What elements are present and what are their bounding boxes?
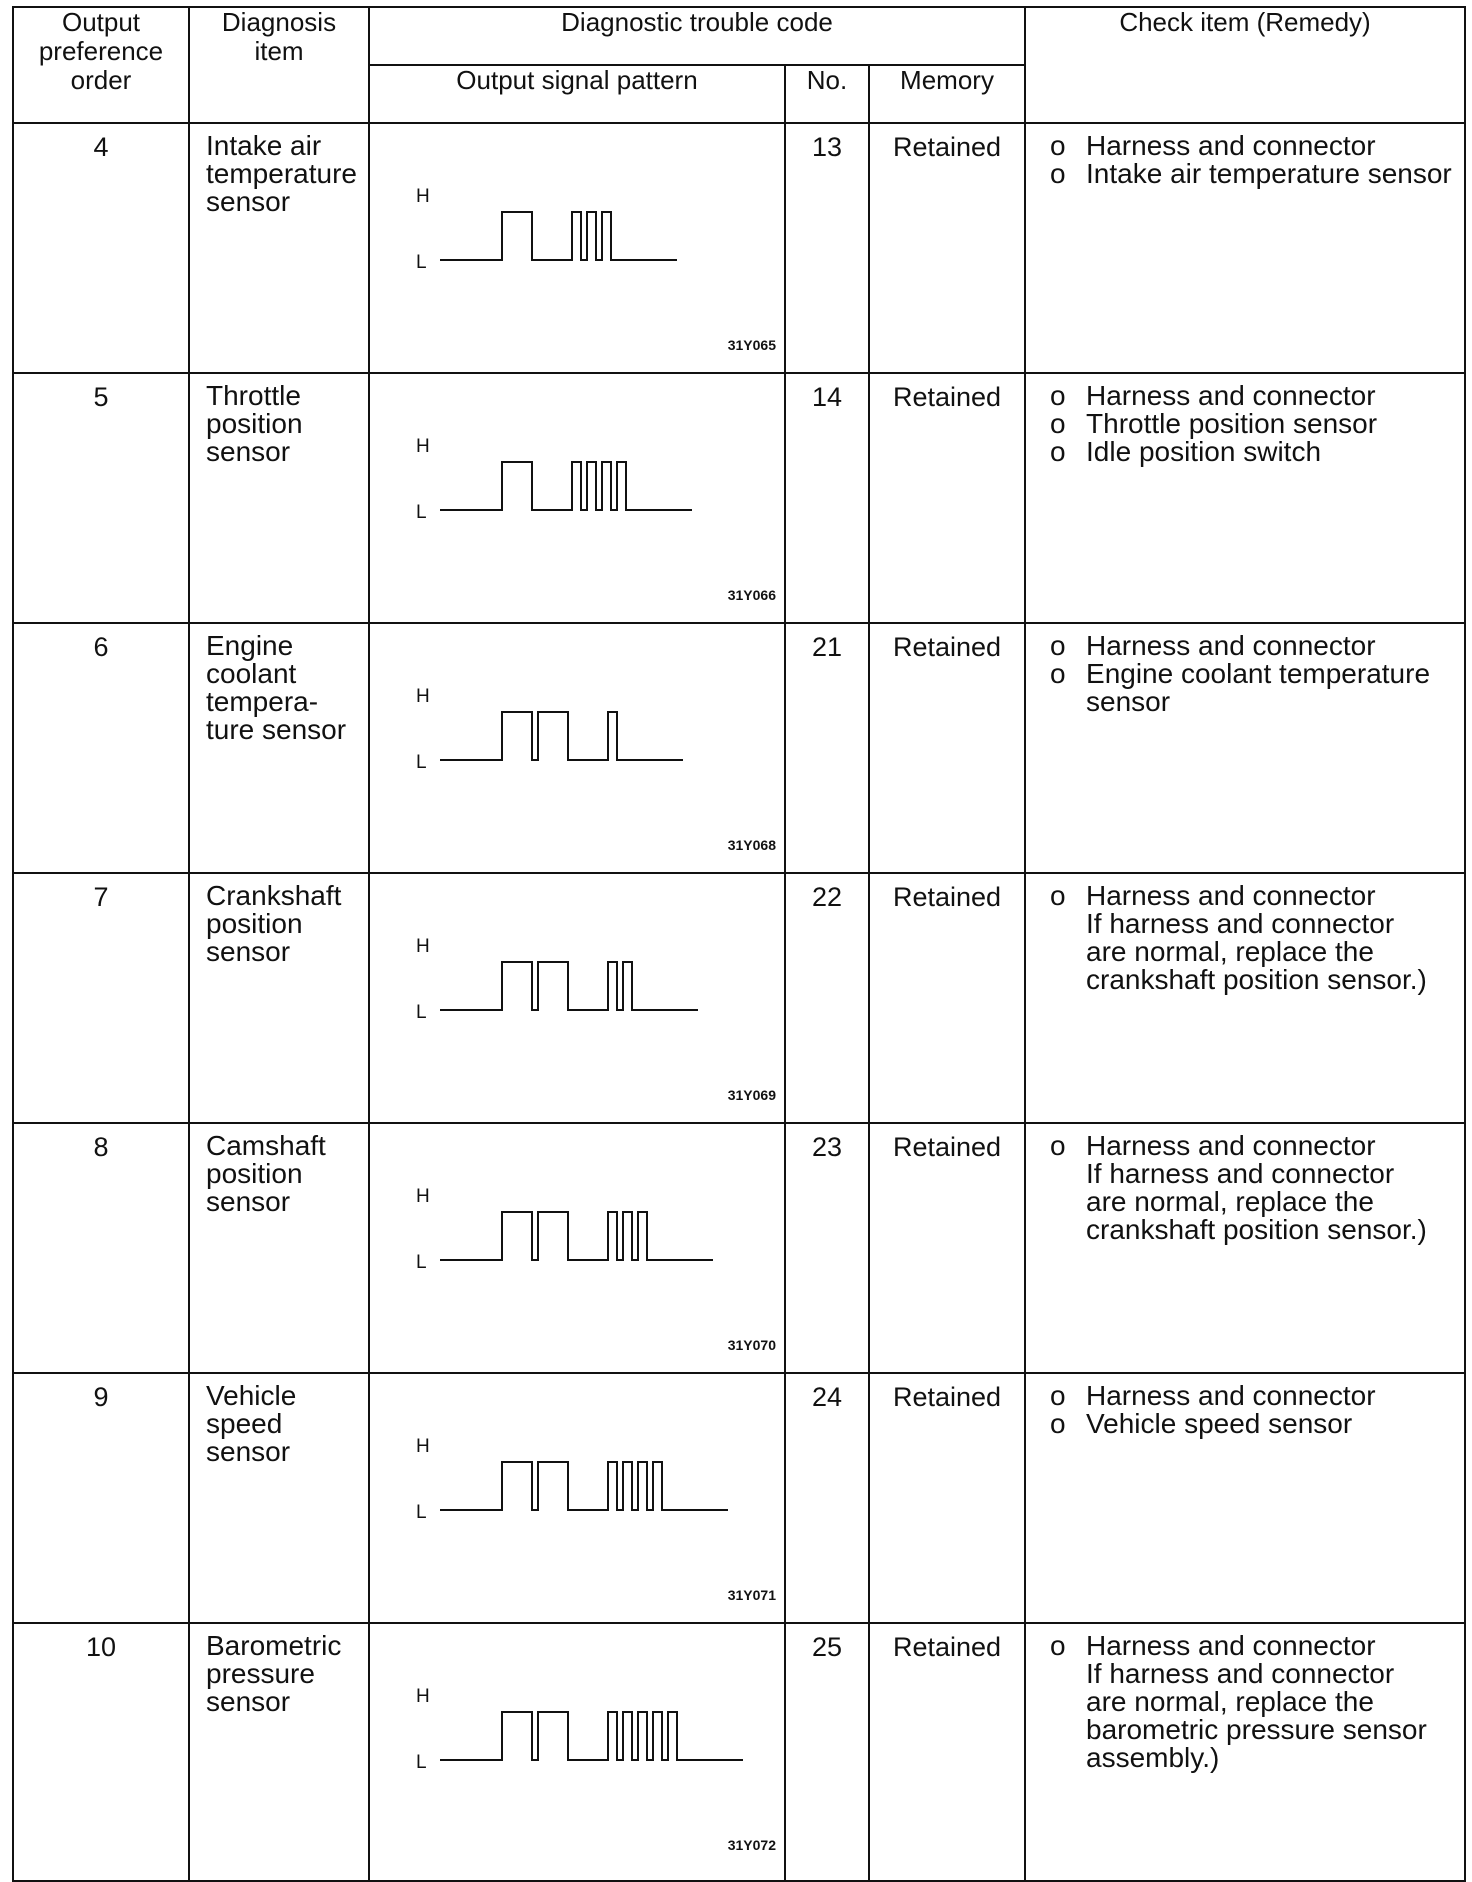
- signal-low-label: L: [416, 1752, 427, 1773]
- signal-low-label: L: [416, 1502, 427, 1523]
- dtc-number-cell: 13: [785, 123, 869, 373]
- check-item-line: [1050, 632, 1460, 660]
- check-item-text: are normal, replace the: [1086, 1686, 1374, 1717]
- table-row: [13, 623, 1465, 873]
- check-item-line: [1050, 1382, 1460, 1410]
- diagnosis-item-line: Vehicle: [206, 1380, 297, 1411]
- signal-pattern-cell: [369, 623, 785, 873]
- header-output-order-line: order: [70, 65, 132, 96]
- check-item-text: If harness and connector: [1086, 1158, 1395, 1189]
- check-item-cell: [1025, 1623, 1465, 1881]
- dtc-number-cell: 25: [785, 1623, 869, 1881]
- memory-cell: Retained: [869, 1373, 1025, 1623]
- signal-high-label: H: [416, 1436, 430, 1457]
- figure-code: 31Y071: [727, 1587, 776, 1603]
- check-item-line: [1050, 882, 1460, 910]
- table-row: [13, 123, 1465, 373]
- signal-line: [440, 1212, 713, 1260]
- signal-waveform: [370, 374, 784, 620]
- check-item-line: [1050, 1160, 1460, 1188]
- header-check-item: Check item (Remedy): [1025, 7, 1465, 123]
- table-row: [13, 1373, 1465, 1623]
- table-row: [13, 373, 1465, 623]
- check-item-text: Harness and connector: [1086, 380, 1376, 411]
- signal-pattern-cell: [369, 1623, 785, 1881]
- diagnosis-item-cell: [189, 873, 369, 1123]
- check-item-text: If harness and connector: [1086, 908, 1395, 939]
- signal-waveform: [370, 124, 784, 370]
- bullet-marker: o: [1050, 130, 1066, 161]
- header-signal-pattern: Output signal pattern: [369, 65, 785, 123]
- signal-pattern-cell: [369, 123, 785, 373]
- check-item-line: [1050, 1688, 1460, 1716]
- diagnosis-item-line: tempera-: [206, 686, 319, 717]
- diagnosis-item-cell: [189, 1373, 369, 1623]
- memory-cell: Retained: [869, 1623, 1025, 1881]
- signal-high-label: H: [416, 186, 430, 207]
- diagnosis-item-cell: [189, 1123, 369, 1373]
- diagnosis-item-line: position: [206, 408, 303, 439]
- header-diagnosis-item: [189, 7, 369, 123]
- check-item-text: sensor: [1086, 686, 1171, 717]
- signal-waveform: [370, 874, 784, 1120]
- header-diagnosis-item-line: Diagnosis: [221, 7, 337, 37]
- check-item-text: Vehicle speed sensor: [1086, 1408, 1353, 1439]
- signal-pattern-cell: [369, 1123, 785, 1373]
- memory-cell: Retained: [869, 123, 1025, 373]
- diagnosis-item-line: sensor: [206, 1436, 291, 1467]
- bullet-marker: o: [1050, 658, 1066, 689]
- diagnosis-item-line: sensor: [206, 436, 291, 467]
- header-diagnosis-item-line: item: [254, 36, 304, 67]
- memory-cell: Retained: [869, 1123, 1025, 1373]
- signal-low-label: L: [416, 502, 427, 523]
- diagnosis-item-line: Intake air: [206, 130, 322, 161]
- check-item-text: Throttle position sensor: [1086, 408, 1378, 439]
- figure-code: 31Y069: [727, 1087, 776, 1103]
- check-item-cell: [1025, 1373, 1465, 1623]
- check-item-line: [1050, 160, 1460, 188]
- bullet-marker: o: [1050, 1380, 1066, 1411]
- check-item-line: [1050, 410, 1460, 438]
- check-item-text: Harness and connector: [1086, 1630, 1376, 1661]
- check-item-text: Harness and connector: [1086, 630, 1376, 661]
- memory-cell: Retained: [869, 873, 1025, 1123]
- output-order-cell: 8: [13, 1123, 189, 1373]
- check-item-line: [1050, 688, 1460, 716]
- check-item-text: Engine coolant temperature: [1086, 658, 1431, 689]
- check-item-line: [1050, 1216, 1460, 1244]
- diagnosis-item-cell: [189, 373, 369, 623]
- output-order-cell: 9: [13, 1373, 189, 1623]
- figure-code: 31Y068: [727, 837, 776, 853]
- figure-code: 31Y072: [727, 1837, 776, 1853]
- check-item-cell: [1025, 1123, 1465, 1373]
- bullet-marker: o: [1050, 158, 1066, 189]
- signal-line: [440, 962, 698, 1010]
- check-item-line: [1050, 132, 1460, 160]
- memory-cell: Retained: [869, 623, 1025, 873]
- check-item-line: [1050, 1716, 1460, 1744]
- signal-waveform: [370, 624, 784, 870]
- check-item-text: are normal, replace the: [1086, 936, 1374, 967]
- signal-line: [440, 712, 683, 760]
- diagnosis-item-cell: [189, 123, 369, 373]
- check-item-line: [1050, 938, 1460, 966]
- check-item-text: assembly.): [1086, 1742, 1220, 1773]
- diagnosis-item-line: temperature: [206, 158, 357, 189]
- header-output-order-line: preference: [38, 36, 164, 67]
- diagnosis-item-line: position: [206, 1158, 303, 1189]
- header-no: No.: [785, 65, 869, 123]
- diagnosis-item-line: Barometric: [206, 1630, 342, 1661]
- header-memory: Memory: [869, 65, 1025, 123]
- signal-high-label: H: [416, 936, 430, 957]
- diagnosis-item-cell: [189, 1623, 369, 1881]
- diagnosis-item-line: coolant: [206, 658, 297, 689]
- signal-waveform: [370, 1374, 784, 1620]
- signal-low-label: L: [416, 752, 427, 773]
- signal-pattern-cell: [369, 873, 785, 1123]
- diagnosis-item-line: sensor: [206, 1186, 291, 1217]
- signal-pattern-cell: [369, 1373, 785, 1623]
- signal-high-label: H: [416, 1686, 430, 1707]
- table-row: [13, 873, 1465, 1123]
- signal-high-label: H: [416, 1186, 430, 1207]
- output-order-cell: 5: [13, 373, 189, 623]
- dtc-number-cell: 21: [785, 623, 869, 873]
- output-order-cell: 4: [13, 123, 189, 373]
- diagnosis-item-line: ture sensor: [206, 714, 347, 745]
- signal-high-label: H: [416, 686, 430, 707]
- check-item-line: [1050, 1410, 1460, 1438]
- figure-code: 31Y066: [727, 587, 776, 603]
- check-item-line: [1050, 1660, 1460, 1688]
- header-output-order-line: Output: [61, 7, 141, 37]
- check-item-line: [1050, 1632, 1460, 1660]
- check-item-text: crankshaft position sensor.): [1086, 964, 1427, 995]
- signal-line: [440, 462, 692, 510]
- diagnosis-item-line: Engine: [206, 630, 294, 661]
- bullet-marker: o: [1050, 1130, 1066, 1161]
- diagnostic-trouble-code-table: [12, 6, 1466, 1882]
- check-item-cell: [1025, 873, 1465, 1123]
- check-item-text: Harness and connector: [1086, 880, 1376, 911]
- check-item-line: [1050, 1188, 1460, 1216]
- check-item-cell: [1025, 373, 1465, 623]
- bullet-marker: o: [1050, 380, 1066, 411]
- check-item-cell: [1025, 623, 1465, 873]
- diagnosis-item-line: Throttle: [206, 380, 301, 411]
- bullet-marker: o: [1050, 436, 1066, 467]
- dtc-number-cell: 24: [785, 1373, 869, 1623]
- table-row: [13, 1123, 1465, 1373]
- check-item-line: [1050, 382, 1460, 410]
- output-order-cell: 10: [13, 1623, 189, 1881]
- signal-low-label: L: [416, 1002, 427, 1023]
- header-dtc: Diagnostic trouble code: [369, 7, 1025, 65]
- check-item-text: barometric pressure sensor: [1086, 1714, 1427, 1745]
- signal-waveform: [370, 1624, 784, 1870]
- bullet-marker: o: [1050, 630, 1066, 661]
- check-item-cell: [1025, 123, 1465, 373]
- check-item-text: Harness and connector: [1086, 1380, 1376, 1411]
- check-item-text: Idle position switch: [1086, 436, 1322, 467]
- check-item-line: [1050, 1132, 1460, 1160]
- diagnosis-item-cell: [189, 623, 369, 873]
- diagnosis-item-line: pressure: [206, 1658, 315, 1689]
- output-order-cell: 7: [13, 873, 189, 1123]
- signal-low-label: L: [416, 252, 427, 273]
- bullet-marker: o: [1050, 1630, 1066, 1661]
- signal-pattern-cell: [369, 373, 785, 623]
- check-item-text: Intake air temperature sensor: [1086, 158, 1452, 189]
- diagnosis-item-line: sensor: [206, 936, 291, 967]
- signal-high-label: H: [416, 436, 430, 457]
- dtc-number-cell: 14: [785, 373, 869, 623]
- check-item-line: [1050, 1744, 1460, 1772]
- bullet-marker: o: [1050, 1408, 1066, 1439]
- check-item-line: [1050, 438, 1460, 466]
- signal-line: [440, 1712, 743, 1760]
- diagnosis-item-line: speed: [206, 1408, 283, 1439]
- diagnosis-item-line: position: [206, 908, 303, 939]
- diagnosis-item-line: sensor: [206, 1686, 291, 1717]
- diagnosis-item-line: Camshaft: [206, 1130, 326, 1161]
- check-item-text: Harness and connector: [1086, 1130, 1376, 1161]
- bullet-marker: o: [1050, 880, 1066, 911]
- check-item-text: If harness and connector: [1086, 1658, 1395, 1689]
- check-item-text: crankshaft position sensor.): [1086, 1214, 1427, 1245]
- signal-line: [440, 1462, 728, 1510]
- bullet-marker: o: [1050, 408, 1066, 439]
- check-item-text: are normal, replace the: [1086, 1186, 1374, 1217]
- memory-cell: Retained: [869, 373, 1025, 623]
- signal-line: [440, 212, 677, 260]
- table-row: [13, 1623, 1465, 1881]
- check-item-line: [1050, 910, 1460, 938]
- check-item-line: [1050, 966, 1460, 994]
- dtc-number-cell: 22: [785, 873, 869, 1123]
- figure-code: 31Y065: [727, 337, 776, 353]
- diagnosis-item-line: sensor: [206, 186, 291, 217]
- check-item-text: Harness and connector: [1086, 130, 1376, 161]
- output-order-cell: 6: [13, 623, 189, 873]
- signal-low-label: L: [416, 1252, 427, 1273]
- figure-code: 31Y070: [727, 1337, 776, 1353]
- dtc-number-cell: 23: [785, 1123, 869, 1373]
- diagnosis-item-line: Crankshaft: [206, 880, 342, 911]
- signal-waveform: [370, 1124, 784, 1370]
- header-output-order: [13, 7, 189, 123]
- check-item-line: [1050, 660, 1460, 688]
